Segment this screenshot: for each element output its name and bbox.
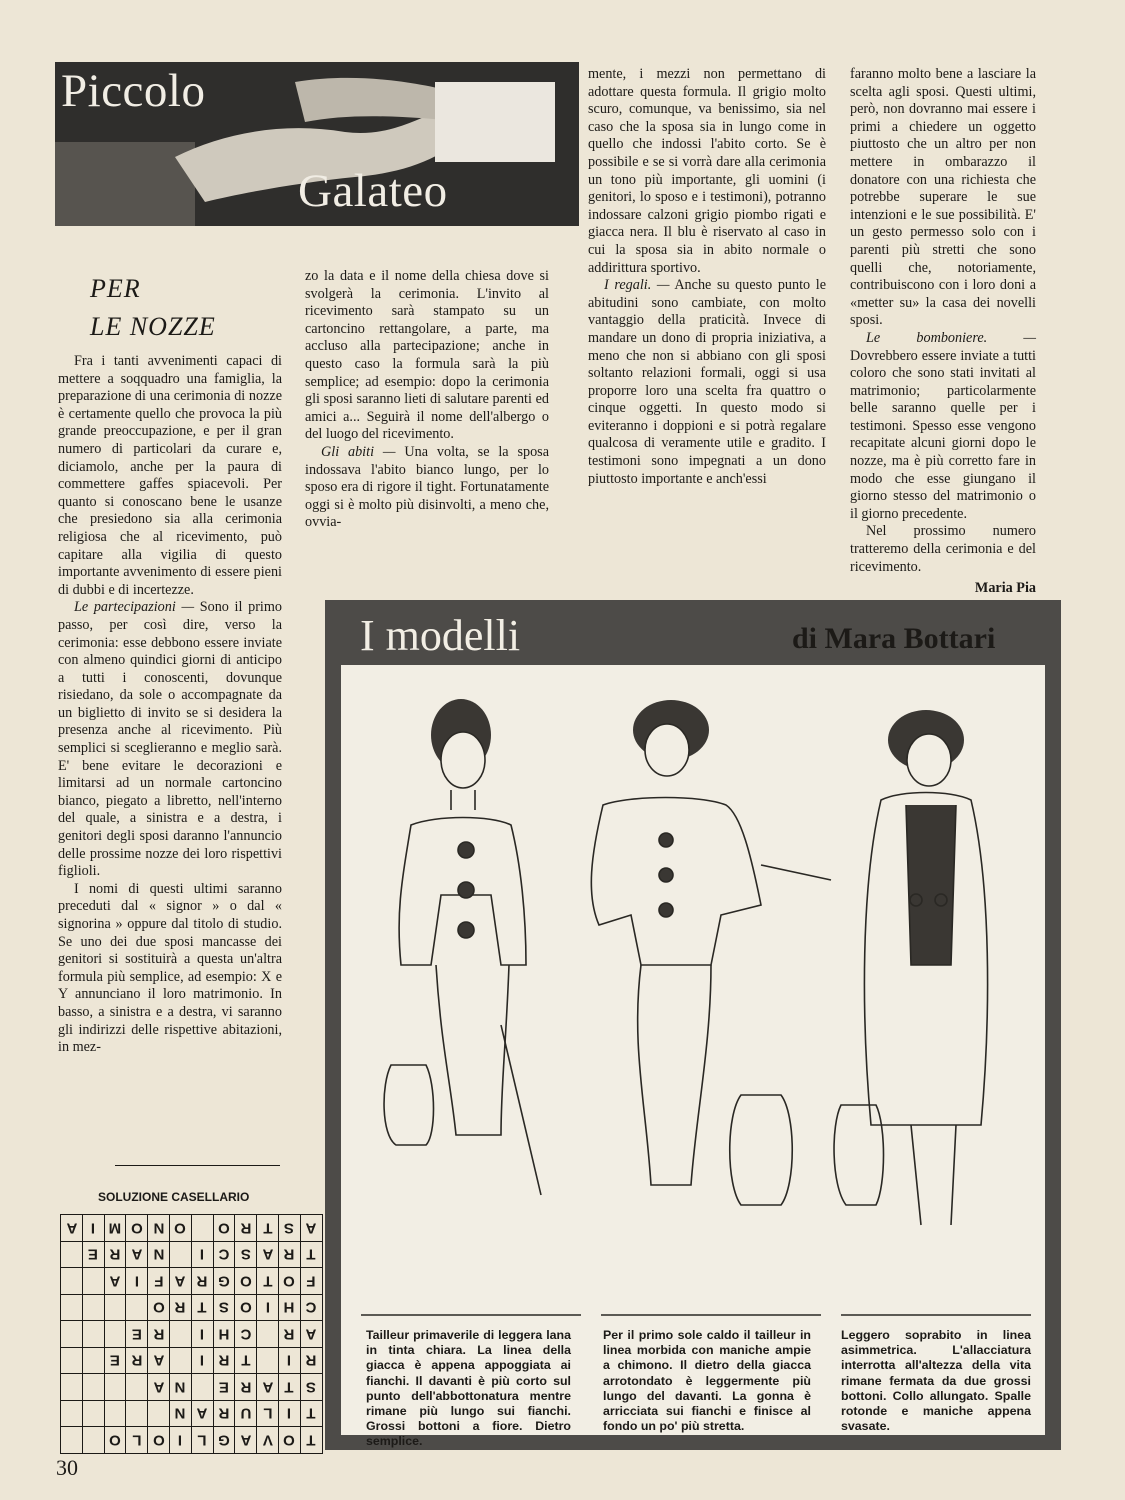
puzzle-cell (169, 1241, 191, 1268)
puzzle-cell: F (148, 1268, 170, 1295)
puzzle-title: SOLUZIONE CASELLARIO (98, 1190, 250, 1204)
puzzle-cell: A (169, 1268, 191, 1295)
puzzle-cell: A (104, 1268, 126, 1295)
puzzle-cell (126, 1400, 148, 1427)
fashion-sketches-icon (341, 665, 1045, 1435)
puzzle-cell: S (213, 1294, 235, 1321)
paragraph: mente, i mezzi non permettano di adottare questa formula. Il grigio molto scuro, comunque, va benissimo, sia nel caso che la sposa sia in lungo come in quello che indossi l'abito corto. Se è possibile e se si vorrà dare alla cerimonia un tono più importante, gli uomini (i genitori, lo sposo e i testimoni), potranno indossare calzoni grigio piombo rigati e giacca nera. Il blu è riservato al caso in cui la sposa sia in abito normale o addirittura sportivo. (588, 66, 826, 276)
puzzle-cell (82, 1268, 104, 1295)
article-column-4 (850, 66, 1036, 598)
puzzle-row (61, 1347, 323, 1374)
puzzle-cell: O (148, 1427, 170, 1454)
divider (115, 1165, 280, 1166)
puzzle-cell: E (126, 1321, 148, 1348)
model-caption-2: Per il primo sole caldo il tailleur in linea morbida con maniche ampie a chimono. Il dietro della giacca arrotondato è leggermente più lungo del davanti. La gonna è arricciata sui fianchi e finisce al fondo un po' più stretta. (603, 1328, 811, 1434)
puzzle-cell: E (82, 1241, 104, 1268)
paragraph: I regali. — Anche su questo punto le abitudini sono cambiate, con molto vantaggio della praticità. Invece di mandare un dono di propria iniziativa, a meno che non si abbiano con gli sposi soltanto relazioni formali, oggi si usa proporre loro una scelta fra quattro o cinque oggetti. In questo modo si eviteranno i doppioni e si potrà regalare qualcosa di veramente utile e gradito. I testimoni sono impegnati a un dono piuttosto importante e anch'essi (588, 277, 826, 487)
paragraph: Le partecipazioni — Sono il primo passo, per così dire, verso la cerimonia: esse debbono essere inviate con almeno quindici giorni di anticipo a tutti i conoscenti, dovunque risiedano, da sole o accompagnate da un biglietto di invito se si desidera la presenza anche al ricevimento. Più semplici si sceglieranno e meglio sarà. E' bene evitare le decorazioni e limitarsi ad un normale cartoncino bianco, piegato a libretto, nell'interno del quale, a sinistra e a destra, i genitori degli sposi daranno l'annuncio delle prossime nozze dei loro rispettivi figlioli. (58, 599, 282, 880)
puzzle-cell: L (126, 1427, 148, 1454)
puzzle-cell: U (235, 1400, 257, 1427)
puzzle-cell (104, 1294, 126, 1321)
article-heading-line2: LE NOZZE (90, 312, 216, 341)
puzzle-cell: R (126, 1347, 148, 1374)
puzzle-cell (191, 1374, 213, 1401)
puzzle-cell: A (126, 1241, 148, 1268)
puzzle-grid (60, 1214, 323, 1454)
puzzle-cell: N (169, 1400, 191, 1427)
puzzle-cell: A (257, 1241, 279, 1268)
puzzle-cell: O (213, 1215, 235, 1242)
puzzle-cell (104, 1374, 126, 1401)
puzzle-cell (61, 1400, 83, 1427)
puzzle-cell: R (213, 1347, 235, 1374)
page-number: 30 (56, 1455, 78, 1480)
puzzle-cell: T (235, 1347, 257, 1374)
puzzle-cell: S (235, 1241, 257, 1268)
puzzle-row (61, 1268, 323, 1295)
paragraph: I nomi di questi ultimi saranno preceduti dal « signor » o dal « signorina » oppure dal titolo di studio. Se uno dei due sposi mancasse dei genitori si sostituirà a questa un'altra formula più semplice, ad esempio: X e Y annunciano il loro matrimonio. In basso, a sinistra e a destra, vi saranno gli indirizzi delle rispettive abitazioni, in mez- (58, 880, 282, 1056)
model-caption-3: Leggero soprabito in linea asimmetrica. L'allacciatura interrotta all'altezza della vita rimane fermata da due grossi bottoni. Collo allungato. Spalle rotonde e maniche appena svasate. (841, 1328, 1031, 1434)
puzzle-cell: R (169, 1294, 191, 1321)
subheading: Le bomboniere. — (866, 329, 1036, 346)
puzzle-cell (82, 1321, 104, 1348)
puzzle-cell: A (235, 1427, 257, 1454)
puzzle-cell: N (148, 1241, 170, 1268)
puzzle-cell (61, 1294, 83, 1321)
puzzle-cell: R (148, 1321, 170, 1348)
puzzle-table (60, 1214, 323, 1454)
puzzle-cell (169, 1321, 191, 1348)
puzzle-row (61, 1241, 323, 1268)
puzzle-cell (61, 1427, 83, 1454)
article-column-2 (305, 268, 549, 532)
article-heading (90, 270, 216, 346)
puzzle-cell: I (191, 1241, 213, 1268)
header-title-line1: Piccolo (61, 65, 206, 117)
puzzle-cell (82, 1374, 104, 1401)
puzzle-cell: O (169, 1215, 191, 1242)
article-column-1 (58, 353, 282, 1057)
puzzle-cell (257, 1321, 279, 1348)
puzzle-cell (126, 1374, 148, 1401)
puzzle-cell: L (191, 1427, 213, 1454)
paragraph: Gli abiti — Una volta, se la sposa indossava l'abito bianco lungo, per lo sposo era di rigore il tight. Fortunatamente oggi si è molto più disinvolti, a meno che, ovvia- (305, 443, 549, 531)
paragraph: faranno molto bene a lasciare la scelta agli sposi. Questi ultimi, però, non dovranno mai essere i primi a chiedere un oggetto piuttosto che un altro per non mettere in ombarazzo il donatore con una richiesta che potrebbe superare le sue intenzioni e le sue possibilità. E' un gesto permesso solo con i parenti più stretti che sono quelli che, notoriamente, contribuiscono con i loro doni a «metter su» la casa dei novelli sposi. (850, 66, 1036, 329)
puzzle-cell: A (257, 1374, 279, 1401)
puzzle-cell (257, 1347, 279, 1374)
puzzle-cell: I (126, 1268, 148, 1295)
article-author: Maria Pia (974, 580, 1036, 597)
puzzle-cell: V (257, 1427, 279, 1454)
puzzle-cell: T (300, 1400, 322, 1427)
puzzle-cell: C (213, 1241, 235, 1268)
puzzle-cell: O (148, 1294, 170, 1321)
puzzle-cell (82, 1347, 104, 1374)
puzzle-cell: L (257, 1400, 279, 1427)
puzzle-cell: R (213, 1400, 235, 1427)
puzzle-cell: O (235, 1268, 257, 1295)
puzzle-row (61, 1374, 323, 1401)
puzzle-cell (82, 1294, 104, 1321)
puzzle-cell: O (104, 1427, 126, 1454)
puzzle-cell: N (148, 1215, 170, 1242)
puzzle-row (61, 1321, 323, 1348)
puzzle-cell (126, 1294, 148, 1321)
puzzle-cell: C (235, 1321, 257, 1348)
paragraph: Le bomboniere. — Dovrebbero essere inviate a tutti coloro che sono stati invitati al matrimonio; particolarmente belle saranno quelle per i testimoni. Spesso esse vengono recapitate alcuni giorni dopo le nozze, ma è più corretto fare in modo che esse giungano il giorno stesso del matrimonio o il giorno precedente. (850, 329, 1036, 522)
puzzle-cell: O (278, 1268, 300, 1295)
header-photo (55, 62, 579, 226)
puzzle-cell: C (300, 1294, 322, 1321)
puzzle-cell: T (300, 1241, 322, 1268)
paragraph: Fra i tanti avvenimenti capaci di mettere a soqquadro una famiglia, la preparazione di una cerimonia di nozze è certamente quello che provoca la più grande preoccupazione, e per il gran numero di particolari da curare e, diciamolo, anche per la paura di commettere gaffes spiacevoli. Per quanto si conoscano bene le usanze che presiedono sia alla cerimonia religiosa che al ricevimento, può capitare alla vigilia di questo importante avvenimento di essere pieni di dubbi e di incertezze. (58, 353, 282, 598)
subheading: Le partecipazioni — (74, 599, 195, 616)
puzzle-cell: O (278, 1427, 300, 1454)
puzzle-cell: H (213, 1321, 235, 1348)
puzzle-cell: T (191, 1294, 213, 1321)
puzzle-cell (104, 1321, 126, 1348)
puzzle-cell: S (278, 1215, 300, 1242)
paragraph: Nel prossimo numero tratteremo della cerimonia e del ricevimento. (850, 523, 1036, 575)
paragraph: zo la data e il nome della chiesa dove si svolgerà la cerimonia. L'invito al ricevimento sarà stampato su un cartoncino rettangolare, a parte, ma accluso alla partecipazione; anche in questo caso la formula sarà la più semplice; ad esempio: dopo la cerimonia gli sposi saranno lieti di salutare parenti ed amici a... Seguirà il nome dell'albergo o del luogo del ricevimento. (305, 268, 549, 443)
puzzle-cell: I (278, 1347, 300, 1374)
models-title: I modelli (360, 611, 521, 660)
puzzle-cell (191, 1215, 213, 1242)
puzzle-cell: G (213, 1268, 235, 1295)
puzzle-cell: I (169, 1427, 191, 1454)
puzzle-row (61, 1294, 323, 1321)
puzzle-cell: T (257, 1215, 279, 1242)
subheading: Gli abiti — (321, 443, 396, 460)
puzzle-cell: R (235, 1374, 257, 1401)
puzzle-cell (82, 1427, 104, 1454)
puzzle-cell: N (169, 1374, 191, 1401)
models-illustration-area (341, 665, 1045, 1435)
puzzle-cell: R (104, 1241, 126, 1268)
puzzle-cell (61, 1268, 83, 1295)
puzzle-cell: I (278, 1400, 300, 1427)
puzzle-cell: I (82, 1215, 104, 1242)
puzzle-row (61, 1427, 323, 1454)
puzzle-cell (61, 1374, 83, 1401)
puzzle-cell: T (257, 1268, 279, 1295)
puzzle-row (61, 1400, 323, 1427)
puzzle-cell: A (191, 1400, 213, 1427)
puzzle-cell: R (235, 1215, 257, 1242)
puzzle-cell: I (257, 1294, 279, 1321)
puzzle-cell (61, 1241, 83, 1268)
puzzle-cell: A (148, 1347, 170, 1374)
puzzle-cell: R (278, 1321, 300, 1348)
puzzle-cell: O (235, 1294, 257, 1321)
puzzle-cell (61, 1347, 83, 1374)
puzzle-cell: S (300, 1374, 322, 1401)
puzzle-cell: I (191, 1321, 213, 1348)
puzzle-cell: A (148, 1374, 170, 1401)
subheading: I regali. — (604, 277, 670, 294)
header-title-line2: Galateo (298, 165, 448, 217)
puzzle-cell: T (278, 1374, 300, 1401)
puzzle-cell: A (61, 1215, 83, 1242)
puzzle-cell (148, 1400, 170, 1427)
puzzle-cell (104, 1400, 126, 1427)
puzzle-cell: H (278, 1294, 300, 1321)
puzzle-cell: R (278, 1241, 300, 1268)
models-author: di Mara Bottari (792, 622, 996, 655)
puzzle-cell (61, 1321, 83, 1348)
model-caption-1: Tailleur primaverile di leggera lana in tinta chiara. La linea della giacca è appena appoggiata ai fianchi. Il davanti è più corto sul punto dell'abbottonatura mentre rimane più lungo sui fianchi. Grossi bottoni a fiore. Dietro semplice. (366, 1328, 571, 1449)
article-column-3 (588, 66, 826, 488)
puzzle-cell (169, 1347, 191, 1374)
puzzle-cell: O (126, 1215, 148, 1242)
puzzle-cell: T (300, 1427, 322, 1454)
puzzle-cell: F (300, 1268, 322, 1295)
puzzle-cell: A (300, 1321, 322, 1348)
puzzle-cell: E (104, 1347, 126, 1374)
puzzle-cell: A (300, 1215, 322, 1242)
puzzle-cell (82, 1400, 104, 1427)
puzzle-cell: M (104, 1215, 126, 1242)
puzzle-cell: E (213, 1374, 235, 1401)
puzzle-cell: R (191, 1268, 213, 1295)
puzzle-row (61, 1215, 323, 1242)
puzzle-cell: G (213, 1427, 235, 1454)
puzzle-cell: I (191, 1347, 213, 1374)
article-heading-line1: PER (90, 274, 141, 303)
puzzle-cell: R (300, 1347, 322, 1374)
